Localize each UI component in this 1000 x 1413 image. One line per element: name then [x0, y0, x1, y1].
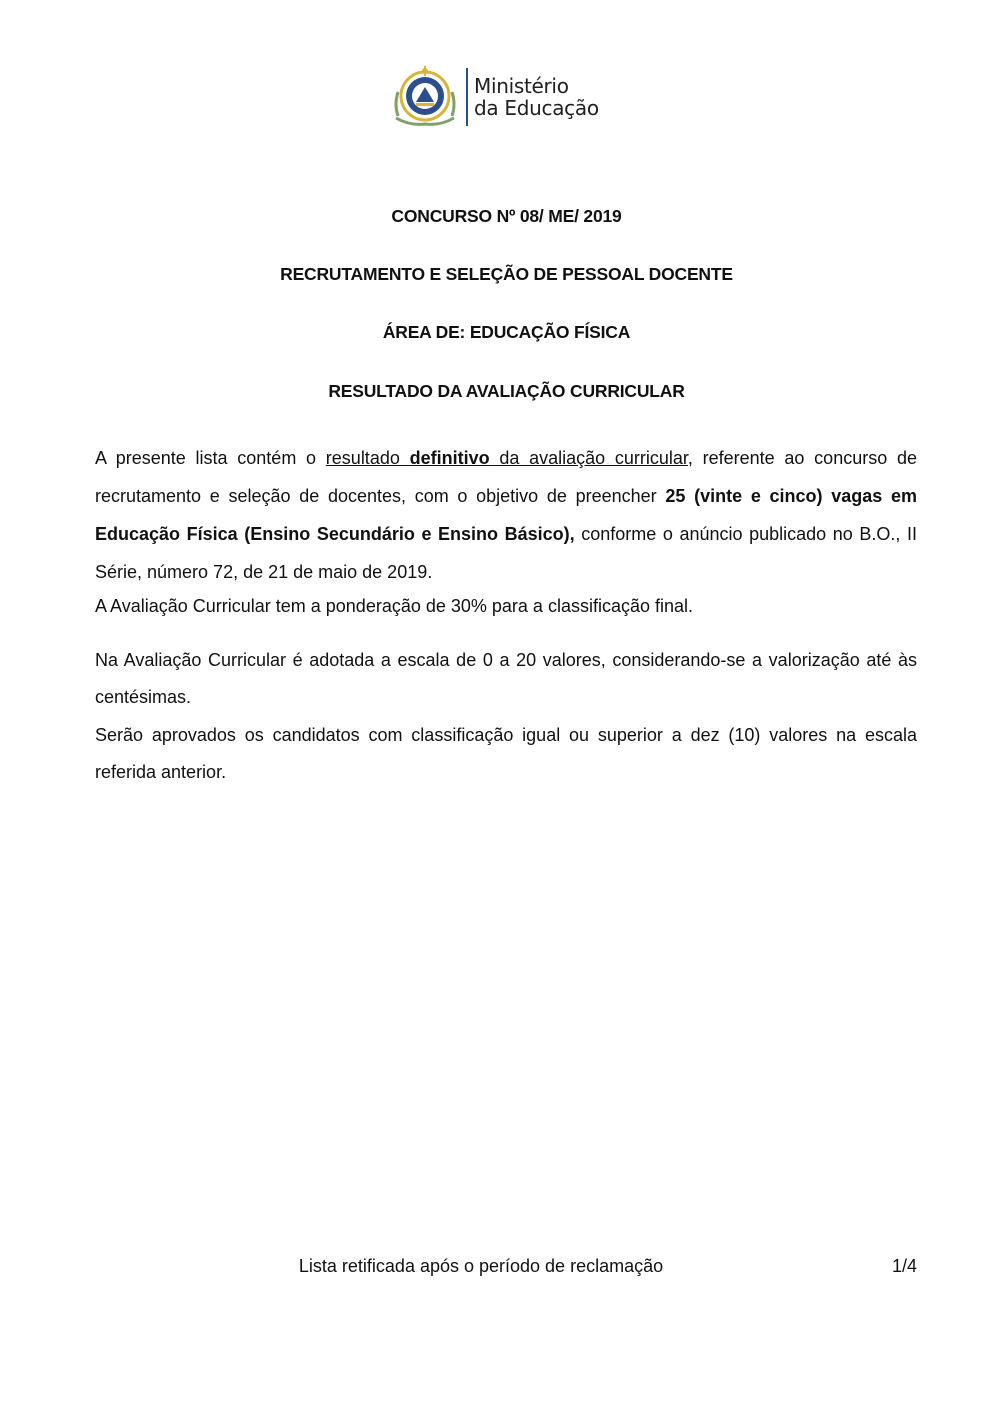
intro-text-5: , referente ao concurso de recrutamento e seleção de docentes, com o objetivo de preencher	[95, 448, 917, 506]
logo-line-2: da Educação	[474, 96, 599, 120]
intro-text-1: A presente lista contém o	[95, 448, 326, 468]
intro-text-2: resultado	[325, 448, 410, 468]
area-title: ÁREA DE: EDUCAÇÃO FÍSICA	[382, 322, 631, 342]
intro-text-definitive: definitivo	[409, 448, 490, 468]
coat-of-arms-icon	[390, 64, 460, 130]
weight-paragraph: A Avaliação Curricular tem a ponderação de 30% para a classificação final.	[95, 596, 694, 616]
logo-text	[474, 75, 599, 119]
logo-line-1: Ministério	[474, 74, 569, 98]
ministry-logo	[390, 64, 599, 130]
approval-paragraph: Serão aprovados os candidatos com classificação igual ou superior a dez (10) valores na escala referida anterior.	[95, 725, 917, 782]
result-title: RESULTADO DA AVALIAÇÃO CURRICULAR	[328, 381, 685, 401]
page-number: 1/4	[891, 1256, 917, 1276]
recruitment-title: RECRUTAMENTO E SELEÇÃO DE PESSOAL DOCENTE	[280, 264, 733, 284]
intro-paragraph	[95, 439, 917, 591]
logo-divider	[466, 68, 468, 126]
intro-text-4: da avaliação curricular	[489, 448, 688, 468]
footer-note: Lista retificada após o período de reclamação	[298, 1256, 664, 1276]
contest-title: CONCURSO Nº 08/ ME/ 2019	[391, 206, 622, 226]
intro-text-7: conforme o anúncio publicado no B.O., II Série, número 72, de 21 de maio de 2019.	[95, 524, 917, 582]
scale-paragraph: Na Avaliação Curricular é adotada a escala de 0 a 20 valores, considerando-se a valorização até às centésimas.	[95, 650, 917, 707]
intro-text-vacancies: 25 (vinte e cinco) vagas em Educação Física (Ensino Secundário e Ensino Básico),	[95, 486, 917, 544]
intro-text-underlined	[326, 448, 688, 468]
